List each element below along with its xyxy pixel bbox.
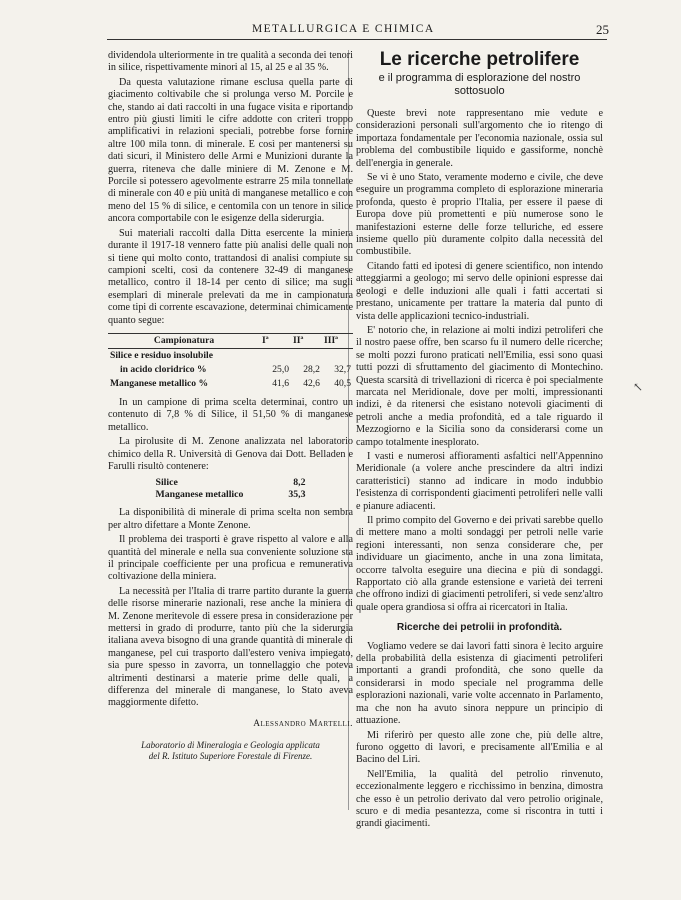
page-number: 25 [596,22,609,37]
table-cell: 28,2 [303,363,320,375]
author-signature: Alessandro Martelli. [253,718,353,729]
table-cell: 41,6 [272,377,290,389]
table-row [108,377,353,391]
paragraph: Queste brevi note rappresentano mie vedute e considerazioni personali sull'argomento che io ritengo di importaza fondamentale per l'economia nazionale, ossia sul problema del combustibile liquido e gassiforme, nonchè dell'energia in generale. [356,108,603,169]
result-label: Manganese metallico [155,489,244,501]
table-cell: in acido cloridrico % [120,363,207,375]
table-row [108,348,353,363]
table-cell: 40,5 [334,377,351,389]
running-header [107,22,609,40]
paragraph: In un campione di prima scelta determinai, contro un contenuto di 7,8 % di Silice, il 51,50 % di manganese metallico. [108,396,353,433]
table-header: IIª [291,333,322,348]
paragraph: Mi riferirò per questo alle zone che, più delle altre, furono oggetto di lavori, e precisamente all'Emilia e al Bacino del Liri. [356,729,603,766]
result-row [156,489,306,501]
table-cell: 42,6 [303,377,320,389]
article-title: Le ricerche petrolifere [379,49,580,70]
paragraph: Nell'Emilia, la qualità del petrolio rinvenuto, eccezionalmente leggero e ricchissimo in benzina, dimostra che esso è un petrolio derivato dal vero petrolio originale, scuro e di media pesantezza, come si riscontra in tutti i grandi giacimenti. [356,768,603,830]
table-row [108,363,353,377]
left-column [108,50,353,762]
paragraph: Sui materiali raccolti dalla Ditta esercente la miniera durante il 1917-18 vennero fatte più analisi delle quali non si tiene qui molto conto, trattandosi di analisi compiute su campioni scelti, così da contenere 32-49 di manganese metallico, contro il 18-14 per cento di silice; ma sugli esemplari di minerale prelevati da me in campionatura come tipi di corrente escavazione, determinai chimicamente quanto segue: [108,227,353,326]
paragraph: Il primo compito del Governo e dei privati sarebbe quello di mettere mano a molti sondaggi per petroli nelle varie regioni interessanti, non senza considerare che, per individuare un giacimento, anche in una zona limitata, occorre talvolta eseguire una diecina e più di sondaggi. Rapportato ciò alla grande estensione e varietà dei terreni che offrono indizi di giacimenti petroliferi, si vede senz'altro quale opera grandiosa si offra ai ricercatori in Italia. [356,515,603,613]
result-label: Silice [155,477,178,489]
paragraph: E' notorio che, in relazione ai molti indizi petroliferi che il nostro paese offre, ben scarso fu il numero delle ricerche; se molti pozzi furono praticati nell'Emilia, essi sono quasi tutti pozzi di sfruttamento del giacimento di Montechino. Questa scarsità di trivellazioni di ricerca è poi specialmente marcata nel Meridionale, dove per molti, impressionanti indizi, è da ritenersi che esistano notevoli giacimenti di petroli anche a media profondità, ed a tale riguardo il Mezzogiorno e la Sicilia sono da considerarsi come un campo totalmente inesplorato. [356,324,603,448]
section-heading: Ricerche dei petrolii in profondità. [396,622,563,634]
paragraph: La necessità per l'Italia di trarre partito durante la guerra delle risorse minerarie nazionali, rese anche la miniera di M. Zenone meritevole di essere presa in considerazione per mettersi in grado di produrre, tanto più che la siderurgia italiana aveva bisogno di una grande quantità di minerale di manganese, pel cui trasporto dall'estero veniva impiegato, sia pure spesso in zavorra, un tonnellaggio che poteva altrimenti destinarsi a materie prime delle quali, a differenza del minerale di manganese, lo Stato aveva maggiormente difetto. [108,585,353,709]
paragraph: Vogliamo vedere se dai lavori fatti sinora è lecito arguire della probabilità della esistenza di giacimenti petroliferi importanti a grandi profondità, che sono quelle da considerarsi in modo speciale nel programma delle esplorazioni nazionali, varie volte accennato in Parlamento, ma che non ha avuto sinora neppure un principio di attuazione. [356,640,603,727]
table-cell: Manganese metallico % [110,377,209,389]
paragraph: Da questa valutazione rimane esclusa quella parte di giacimento coltivabile che si prolunga verso M. Porcile e che, stando ai dati raccolti in una fugace visita e riportando entro più giusti limiti le cifre addotte con criteri troppo amplificativi in relazioni speciali, potrebbe forse fornire altre 100 mila tonn. di minerale. E così per mantenersi su dati sicuri, il Ministero delle Armi e Munizioni durante la guerra, riteneva che dalle miniere di M. Zenone e M. Porcile si potessero agevolmente estrarre 25 mila tonnellate di minerale con 40 e più unità di manganese metallico e con meno del 15 % di silice, e centomila con un tenore in silice ancora comportabile con le esigenze della siderurgia. [108,76,353,225]
article-subtitle: e il programma di esplorazione del nostro sottosuolo [378,72,581,97]
paragraph: Se vi è uno Stato, veramente moderno e civile, che deve eseguire un programma completo di esplorazione mineraria profonda, questo è proprio l'Italia, per essere il paese di Europa dove più promettenti e più numerose sono le manifestazioni esterne delle forze telluriche, ed essere insieme quello più duramente colpito dalla necessità del combustibile. [356,172,603,258]
table-cell: 25,0 [272,363,290,375]
table-header: IIIª [322,333,353,348]
affiliation-line: del R. Istituto Superiore Forestale di Firenze. [148,751,313,762]
paragraph: Il problema dei trasporti è grave rispetto al valore e alla quantità del minerale e nella sua conveniente soluzione sta il principale coefficiente per una proficua e remunerativa coltivazione della miniera. [108,534,353,583]
journal-title: METALLURGICA E CHIMICA [252,23,435,35]
result-value: 8,2 [293,477,306,489]
paragraph: dividendola ulteriormente in tre qualità a seconda dei tenori in silice, rispettivamente minori al 15, al 25 e al 35 %. [108,50,353,74]
paragraph: La pirolusite di M. Zenone analizzata nel laboratorio chimico della R. Università di Genova dai Dott. Belladen e Farulli risultò contenere: [108,436,353,472]
margin-mark: ↖ [633,380,644,394]
table-cell: 32,7 [334,363,351,375]
paragraph: I vasti e numerosi affioramenti asfaltici nell'Appennino Meridionale (a volere anche prescindere da altri indizi caratteristici) stanno ad indicare in modo indubbio l'esistenza di corrispondenti giacimenti petroliferi nelle valli e pianure adiacenti. [356,450,603,512]
result-row [156,477,306,489]
paragraph: La disponibilità di minerale di prima scelta non sembra per altro difettare a Monte Zenone. [108,507,353,531]
analysis-table [108,333,353,391]
table-cell: Silice e residuo insolubile [110,349,213,361]
results-list [156,477,306,501]
affiliation-line: Laboratorio di Mineralogia e Geologia applicata [141,740,320,751]
table-header: Iª [260,333,291,348]
table-header: Campionatura [108,333,260,348]
result-value: 35,3 [288,489,306,501]
right-column [356,50,603,833]
paragraph: Citando fatti ed ipotesi di genere scientifico, non intendo atteggiarmi a geologo; mi servo delle opinioni espresse dai geologi e delle induzioni alle quali i fatti accertati si prestano, unicamente per trattare la materia dal punto di vista delle applicazioni tecnico-industriali. [356,260,603,322]
header-rule [107,39,607,40]
